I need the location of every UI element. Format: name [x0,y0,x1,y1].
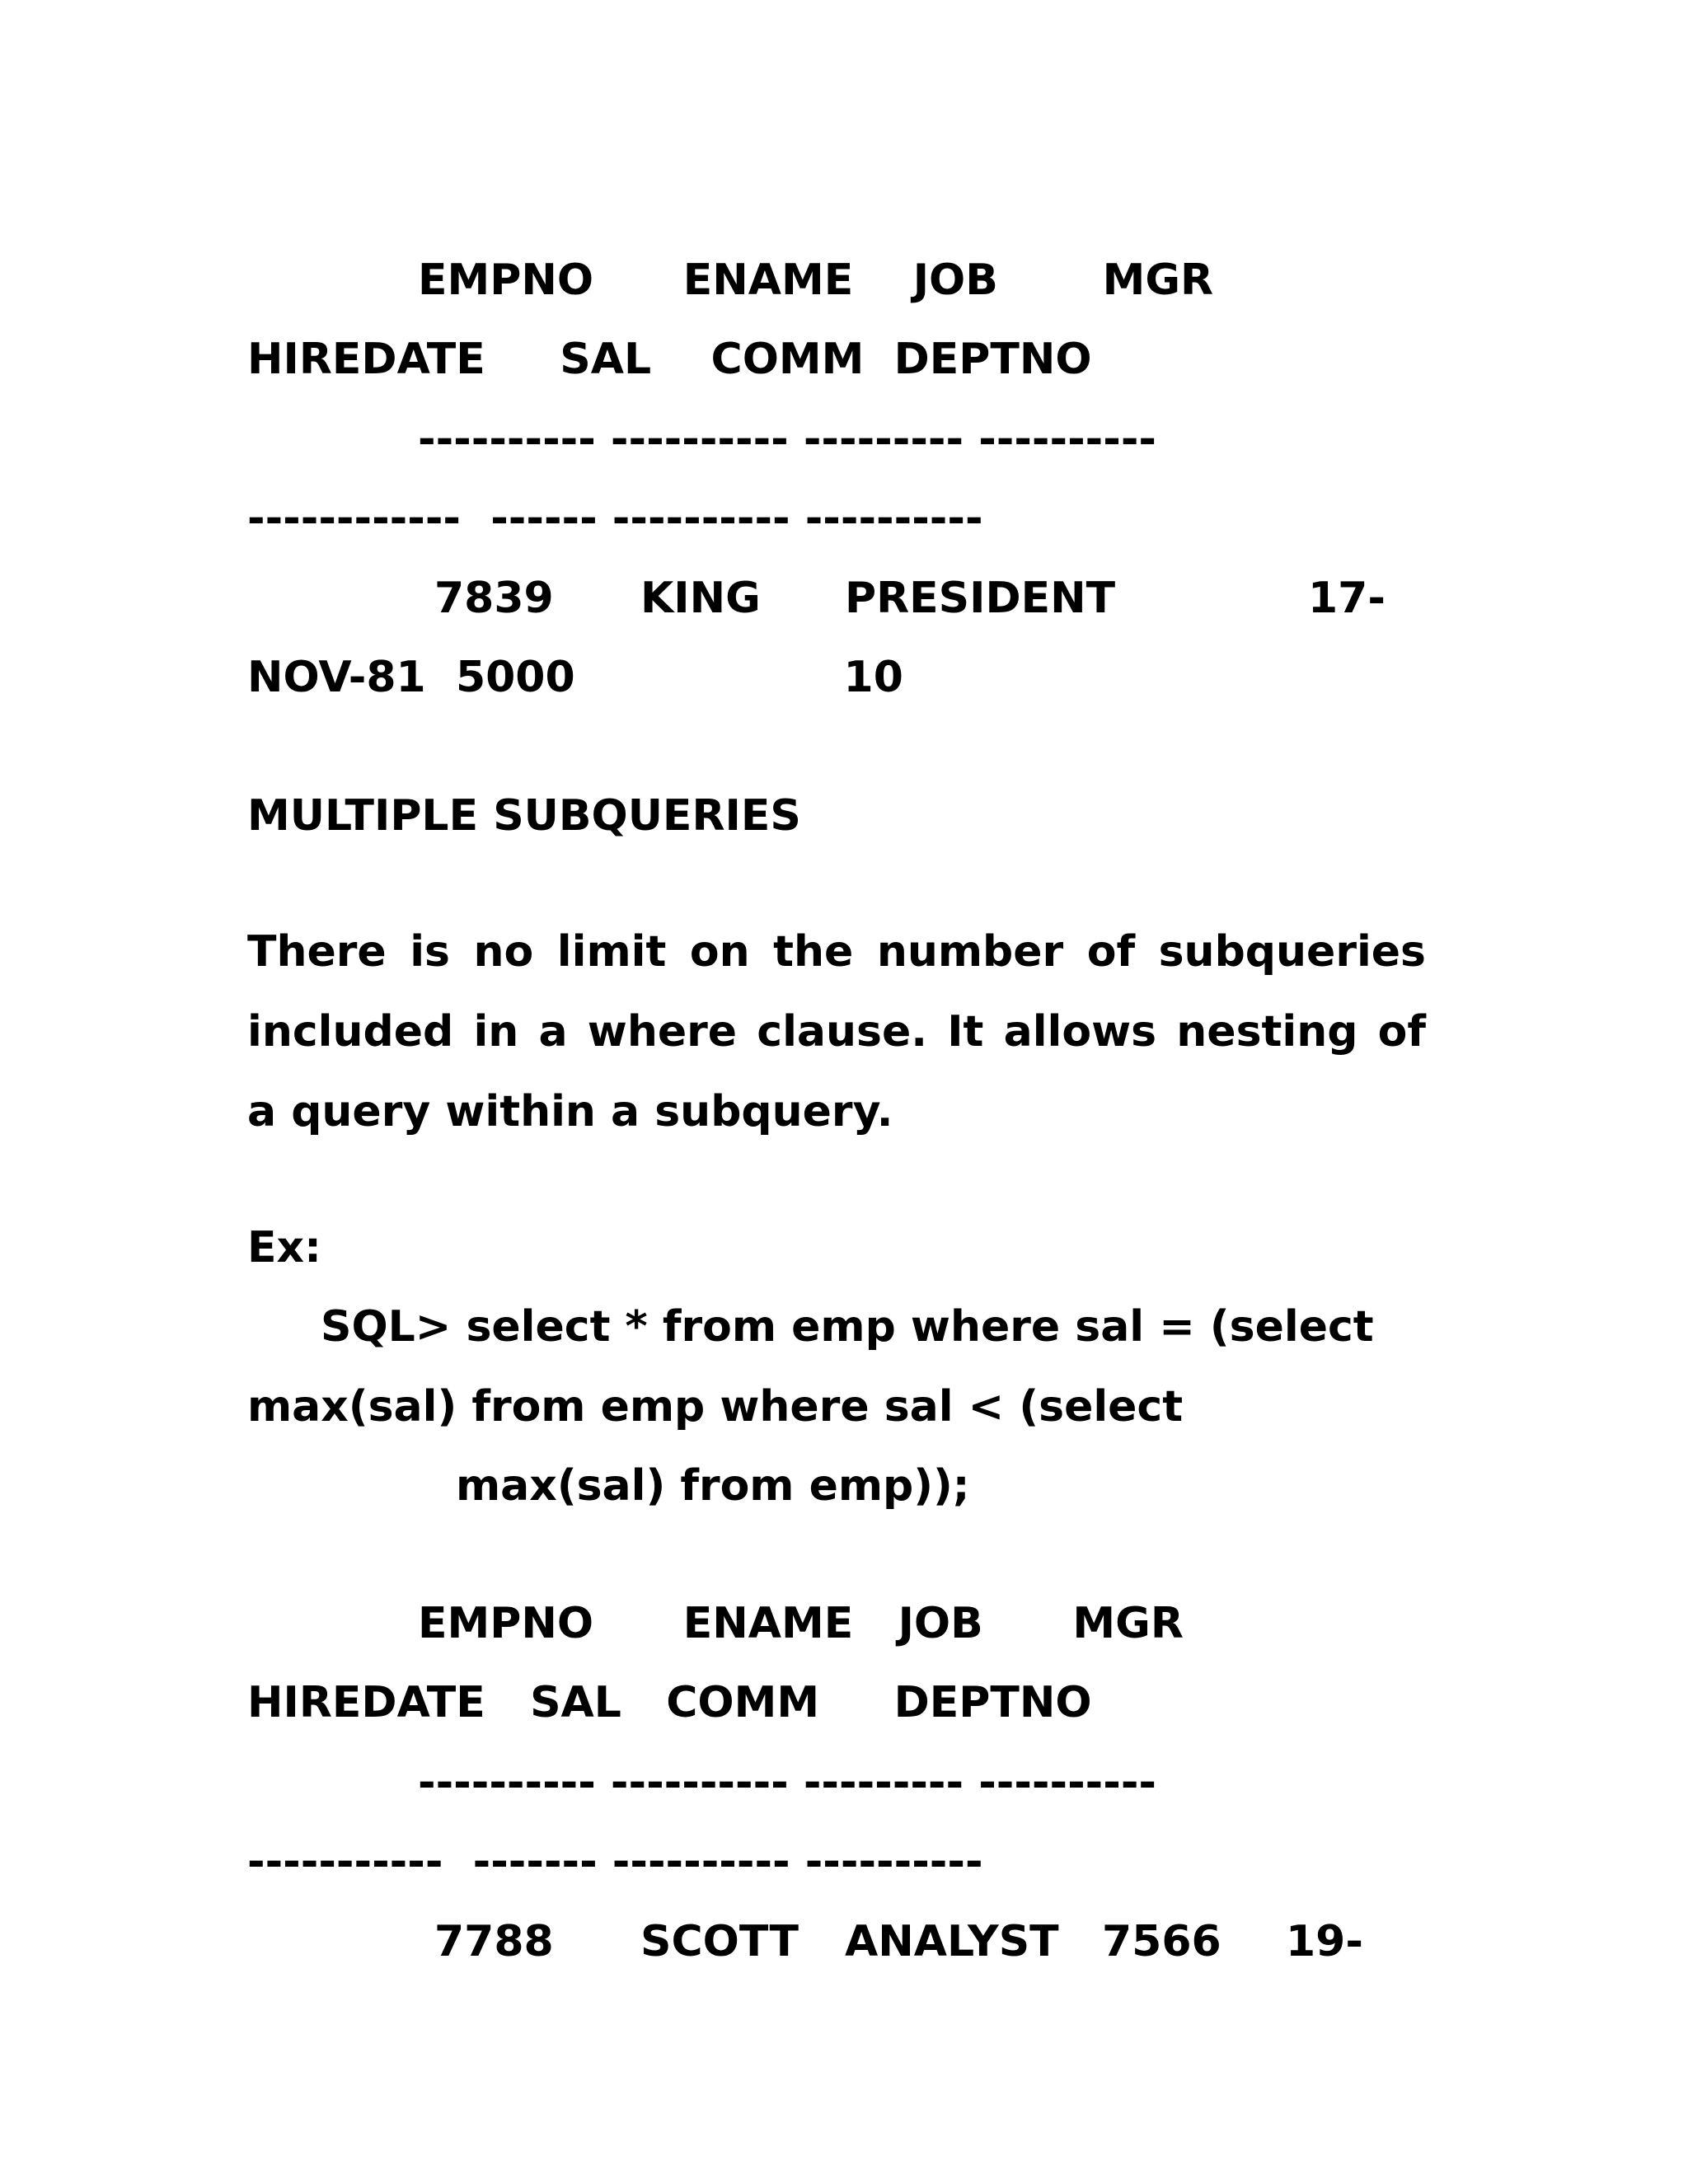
table2-header-line2: HIREDATE SAL COMM DEPTNO [247,1678,1092,1727]
table2-divider-line1: ---------- ---------- --------- ---------- [418,1758,1157,1807]
example-label: Ex: [247,1223,321,1272]
table1-divider-line2: ------------ ------ ---------- ---------- [247,494,983,543]
sql-line2: max(sal) from emp where sal < (select [247,1382,1184,1432]
sql-line1: SQL> select * from emp where sal = (select [321,1302,1374,1352]
sql-line3: max(sal) from emp)); [456,1461,970,1511]
table2-row-job: ANALYST [845,1917,1059,1966]
table1-row-line2: NOV-81 5000 10 [247,653,903,702]
table2-row-hiredate-start: 19- [1286,1917,1363,1966]
table1-header-line1: EMPNO ENAME JOB MGR [418,255,1214,305]
table1-divider-line1: ---------- ---------- --------- ---------- [418,415,1157,464]
table1-row-empno: 7839 [434,574,554,623]
table2-divider-line2: ----------- ------- ---------- ---------- [247,1837,983,1886]
table1-row-job: PRESIDENT [845,574,1116,623]
table2-header-line1: EMPNO ENAME JOB MGR [418,1599,1184,1648]
table1-header-line2: HIREDATE SAL COMM DEPTNO [247,335,1092,384]
section-heading: MULTIPLE SUBQUERIES [247,791,801,841]
table1-row-ename: KING [640,574,761,623]
table2-row-ename: SCOTT [640,1917,799,1966]
section-paragraph: There is no limit on the number of subqueries included in a where clause. It allows nesting of a query within a subquery. [247,927,1426,1137]
table1-row-hiredate-start: 17- [1308,574,1386,623]
table2-row-mgr: 7566 [1102,1917,1221,1966]
table2-row-empno: 7788 [434,1917,554,1966]
